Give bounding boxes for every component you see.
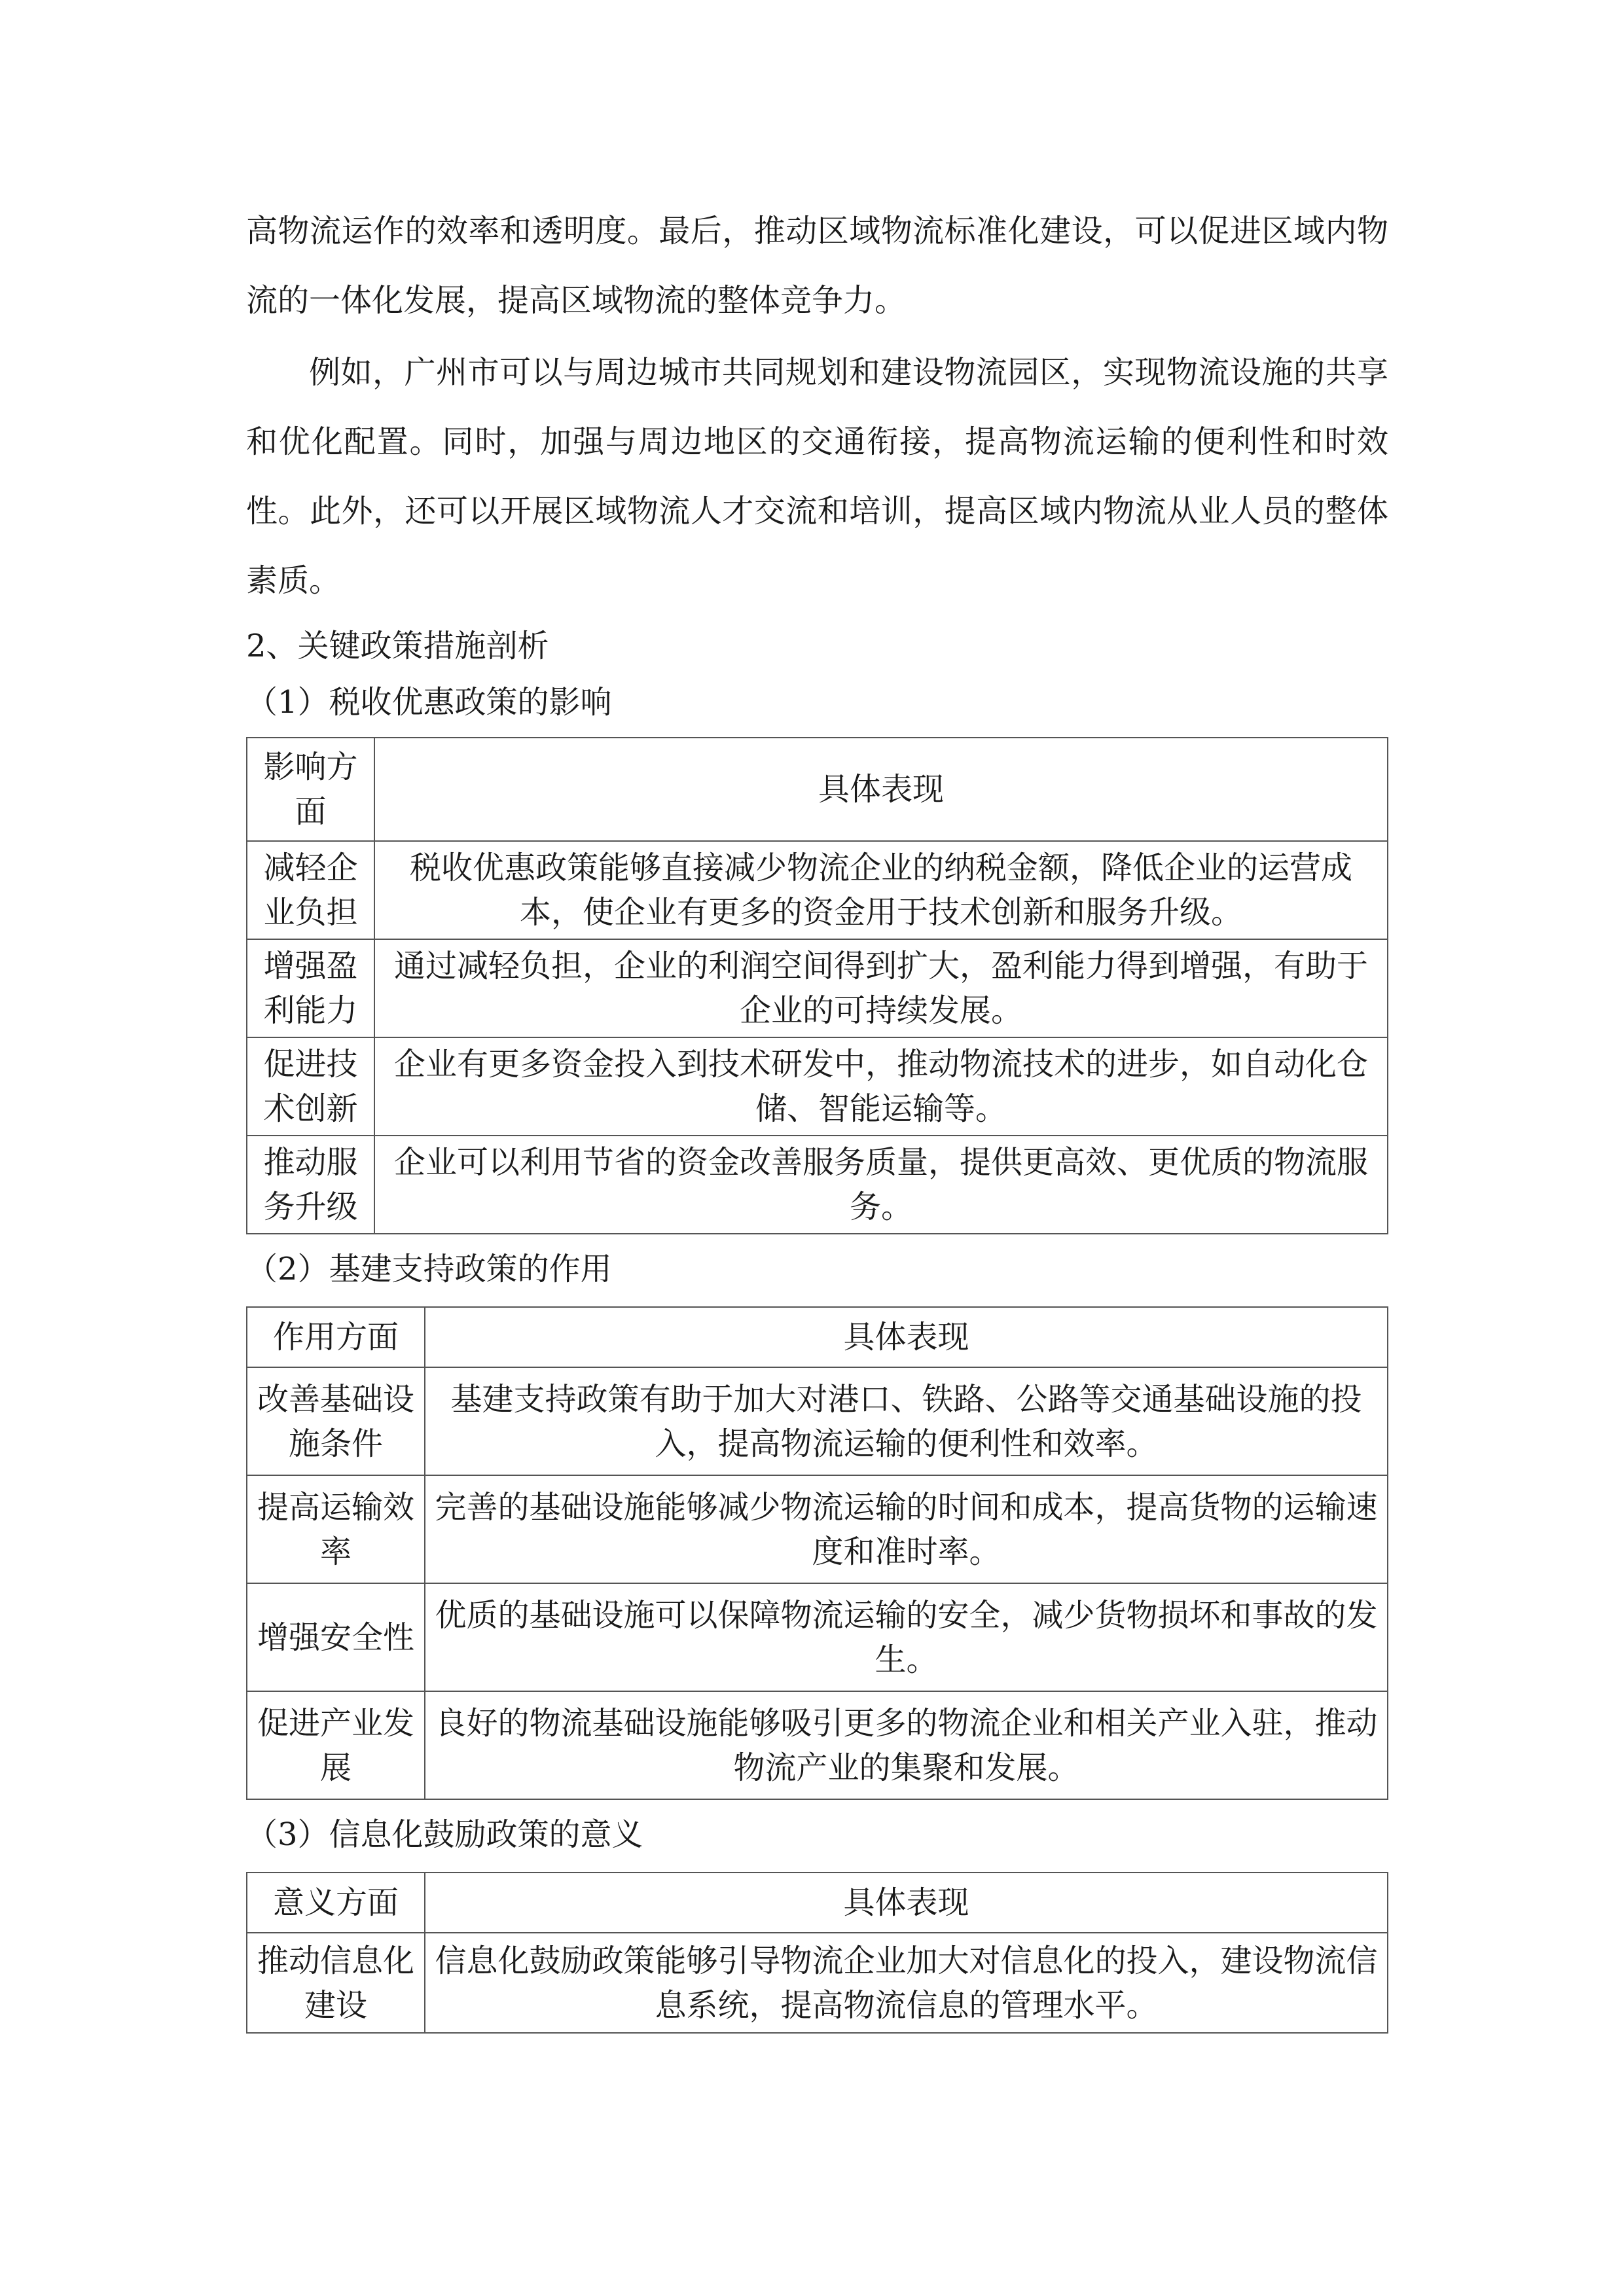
table3-title: （3）信息化鼓励政策的意义 (246, 1816, 643, 1853)
detail-cell: 优质的基础设施可以保障物流运输的安全，减少货物损坏和事故的发生。 (425, 1583, 1388, 1691)
page-content (246, 196, 1388, 2034)
aspect-cell: 减轻企业负担 (247, 841, 374, 939)
section-heading: 2、关键政策措施剖析 (246, 628, 549, 664)
aspect-cell: 增强盈利能力 (247, 939, 374, 1037)
table-header-cell: 意义方面 (247, 1873, 425, 1933)
table2-title: （2）基建支持政策的作用 (246, 1251, 612, 1287)
tax-policy-table (246, 737, 1388, 1234)
table-header-row (247, 1873, 1388, 1933)
infrastructure-policy-table (246, 1306, 1388, 1800)
paragraph-continuation: 高物流运作的效率和透明度。最后，推动区域物流标准化建设，可以促进区域内物流的一体化发展，提高区域物流的整体竞争力。 (246, 213, 1388, 319)
table-header-cell: 作用方面 (247, 1307, 425, 1367)
aspect-cell: 改善基础设施条件 (247, 1367, 425, 1475)
table-row (247, 1583, 1388, 1691)
detail-cell: 税收优惠政策能够直接减少物流企业的纳税金额，降低企业的运营成本，使企业有更多的资金用于技术创新和服务升级。 (374, 841, 1388, 939)
aspect-cell: 推动服务升级 (247, 1136, 374, 1234)
table-header-row (247, 738, 1388, 841)
aspect-cell: 推动信息化建设 (247, 1933, 425, 2033)
table-header-cell: 具体表现 (374, 738, 1388, 841)
paragraph-guangzhou-example: 例如，广州市可以与周边城市共同规划和建设物流园区，实现物流设施的共享和优化配置。同时，加强与周边地区的交通衔接，提高物流运输的便利性和时效性。此外，还可以开展区域物流人才交流和培训，提高区域内物流从业人员的整体素质。 (246, 354, 1388, 599)
table-row (247, 1367, 1388, 1475)
table-header-row (247, 1307, 1388, 1367)
detail-cell: 良好的物流基础设施能够吸引更多的物流企业和相关产业入驻，推动物流产业的集聚和发展。 (425, 1691, 1388, 1799)
table-header-cell: 具体表现 (425, 1307, 1388, 1367)
detail-cell: 基建支持政策有助于加大对港口、铁路、公路等交通基础设施的投入，提高物流运输的便利性和效率。 (425, 1367, 1388, 1475)
table-row (247, 939, 1388, 1037)
detail-cell: 完善的基础设施能够减少物流运输的时间和成本，提高货物的运输速度和准时率。 (425, 1475, 1388, 1583)
table-header-cell: 具体表现 (425, 1873, 1388, 1933)
detail-cell: 企业有更多资金投入到技术研发中，推动物流技术的进步，如自动化仓储、智能运输等。 (374, 1037, 1388, 1136)
table1-title: （1）税收优惠政策的影响 (246, 684, 612, 721)
informatization-policy-table (246, 1872, 1388, 2034)
aspect-cell: 促进产业发展 (247, 1691, 425, 1799)
detail-cell: 信息化鼓励政策能够引导物流企业加大对信息化的投入，建设物流信息系统，提高物流信息的管理水平。 (425, 1933, 1388, 2033)
aspect-cell: 促进技术创新 (247, 1037, 374, 1136)
table-row (247, 1136, 1388, 1234)
table-row (247, 1691, 1388, 1799)
aspect-cell: 提高运输效率 (247, 1475, 425, 1583)
table-row (247, 1037, 1388, 1136)
table-header-cell: 影响方面 (247, 738, 374, 841)
detail-cell: 企业可以利用节省的资金改善服务质量，提供更高效、更优质的物流服务。 (374, 1136, 1388, 1234)
table-row (247, 1933, 1388, 2033)
aspect-cell: 增强安全性 (247, 1583, 425, 1691)
table-row (247, 1475, 1388, 1583)
detail-cell: 通过减轻负担，企业的利润空间得到扩大，盈利能力得到增强，有助于企业的可持续发展。 (374, 939, 1388, 1037)
table-row (247, 841, 1388, 939)
